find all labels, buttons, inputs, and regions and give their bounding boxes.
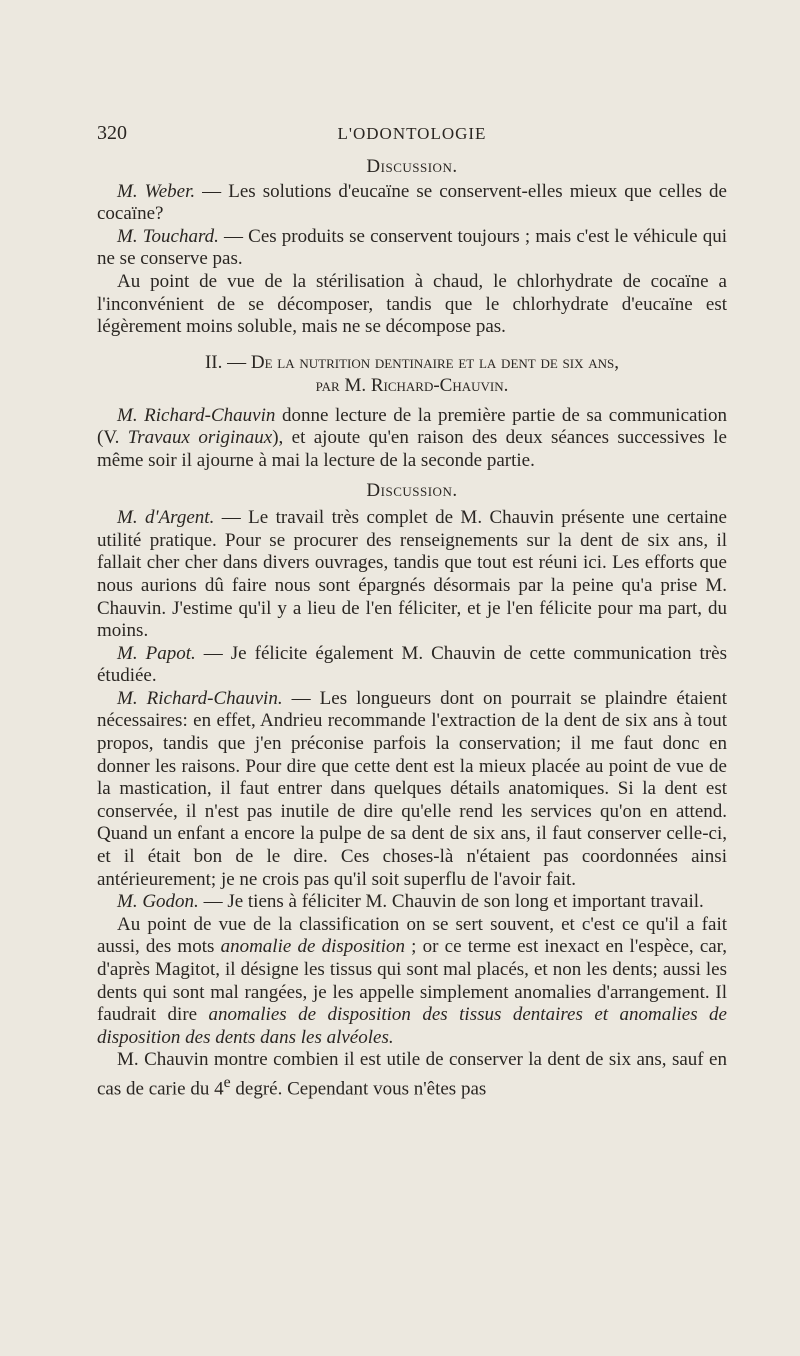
paragraph: [97, 226, 727, 271]
superscript: e: [223, 1073, 231, 1091]
italic-term: anomalies de disposition des tissus dentaires et anomalies de disposition des dents dans les alvéoles.: [97, 1004, 727, 1048]
speaker-name: M. Richard-Chauvin.: [117, 687, 283, 709]
speaker-name: M. Weber.: [117, 180, 196, 202]
paragraph: [97, 1049, 727, 1101]
paragraph: Au point de vue de la stérilisation à chaud, le chlorhydrate de cocaïne a l'inconvénient de se décomposer, tandis que le chlorhydrate d'eucaïne est légèrement moins soluble, mais ne se décompose pas.: [97, 270, 727, 338]
section-author-line: par M. Richard-Chauvin.: [315, 374, 509, 396]
speaker-name: M. d'Argent.: [117, 507, 215, 529]
speaker-name: M. Godon.: [117, 891, 199, 913]
paragraph-text: — Je tiens à féliciter M. Chauvin de son long et important travail.: [198, 891, 704, 913]
paragraph: [97, 181, 727, 226]
paragraph-text: — Le travail très complet de M. Chauvin présente une certaine utilité pratique. Pour se procurer des renseignements sur la dent de six ans, il fallait cher cher dans divers ouvrages, tandis que tout est réuni ici. Les efforts que nous aurions dû faire nous sont épargnés désormais par la peine qu'a prise M. Chauvin. J'estime qu'il y a lieu de l'en féliciter, et je l'en félicite pour ma part, du moins.: [97, 507, 727, 642]
paragraph-text: ; or ce terme est inexact en l'espèce, car, d'après Magitot, il désigne les tissus qui sont mal placés, et non les dents; aussi les dents qui sont mal rangées, je les appelle simplement anomalies d'arrangement. Il faudrait dire: [97, 936, 727, 1026]
paragraph-text: — Je félicite également M. Chauvin de cette communication très étudiée.: [97, 642, 727, 687]
paragraph-text: Au point de vue de la classification on se sert souvent, et c'est ce qu'il a fait aussi, des mots: [97, 913, 727, 958]
paragraph: [97, 643, 727, 688]
section-title: [97, 351, 727, 397]
italic-reference: Travaux originaux: [127, 427, 273, 449]
paragraph: [97, 405, 727, 473]
discussion-heading: Discussion.: [366, 479, 458, 501]
discussion-heading: Discussion.: [366, 156, 458, 177]
page-header: [97, 122, 727, 146]
page-number: 320: [97, 122, 127, 144]
paragraph: [97, 914, 727, 1050]
section-title-line: II. — De la nutrition dentinaire et la dent de six ans,: [204, 351, 619, 373]
speaker-name: M. Richard-Chauvin: [117, 404, 276, 426]
paragraph-text: donne lecture de la première partie de sa communication (V.: [97, 404, 727, 449]
paragraph-text: degré. Cependant vous n'êtes pas: [230, 1078, 487, 1100]
running-title: L'ODONTOLOGIE: [337, 124, 487, 143]
paragraph-text: ), et ajoute qu'en raison des deux séances successives le même soir il ajourne à mai la lecture de la seconde partie.: [97, 427, 727, 471]
paragraph-text: M. Chauvin montre combien il est utile de conserver la dent de six ans, sauf en cas de carie du 4: [97, 1049, 727, 1100]
paragraph: [97, 507, 727, 643]
italic-term: anomalie de disposition: [220, 936, 405, 958]
paragraph-text: — Ces produits se conservent toujours ; mais c'est le véhicule qui ne se conserve pas.: [97, 225, 727, 270]
paragraph-text: — Les longueurs dont on pourrait se plaindre étaient nécessaires: en effet, Andrieu recommande l'extraction de la dent de six ans à tout propos, tandis que j'en préconise parfois la conservation; il me faut donc en donner les raisons. Pour dire que cette dent est la mieux placée au point de vue de la mastication, il faut entrer dans quelques détails anatomiques. Si la dent est conservée, il n'est pas inutile de dire qu'elle rend les services qu'on en attend. Quand un enfant a encore la pulpe de sa dent de six ans, il faut conserver celle-ci, et il était bon de le dire. Ces choses-là n'étaient pas coordonnées ainsi antérieurement; je ne crois pas qu'il soit superflu de l'avoir fait.: [97, 687, 727, 890]
speaker-name: M. Touchard.: [117, 225, 219, 247]
speaker-name: M. Papot.: [117, 642, 196, 664]
page-body: [97, 156, 727, 1101]
paragraph: [97, 688, 727, 891]
paragraph: [97, 891, 727, 914]
paragraph-text: — Les solutions d'eucaïne se conservent-elles mieux que celles de cocaïne?: [97, 180, 727, 225]
